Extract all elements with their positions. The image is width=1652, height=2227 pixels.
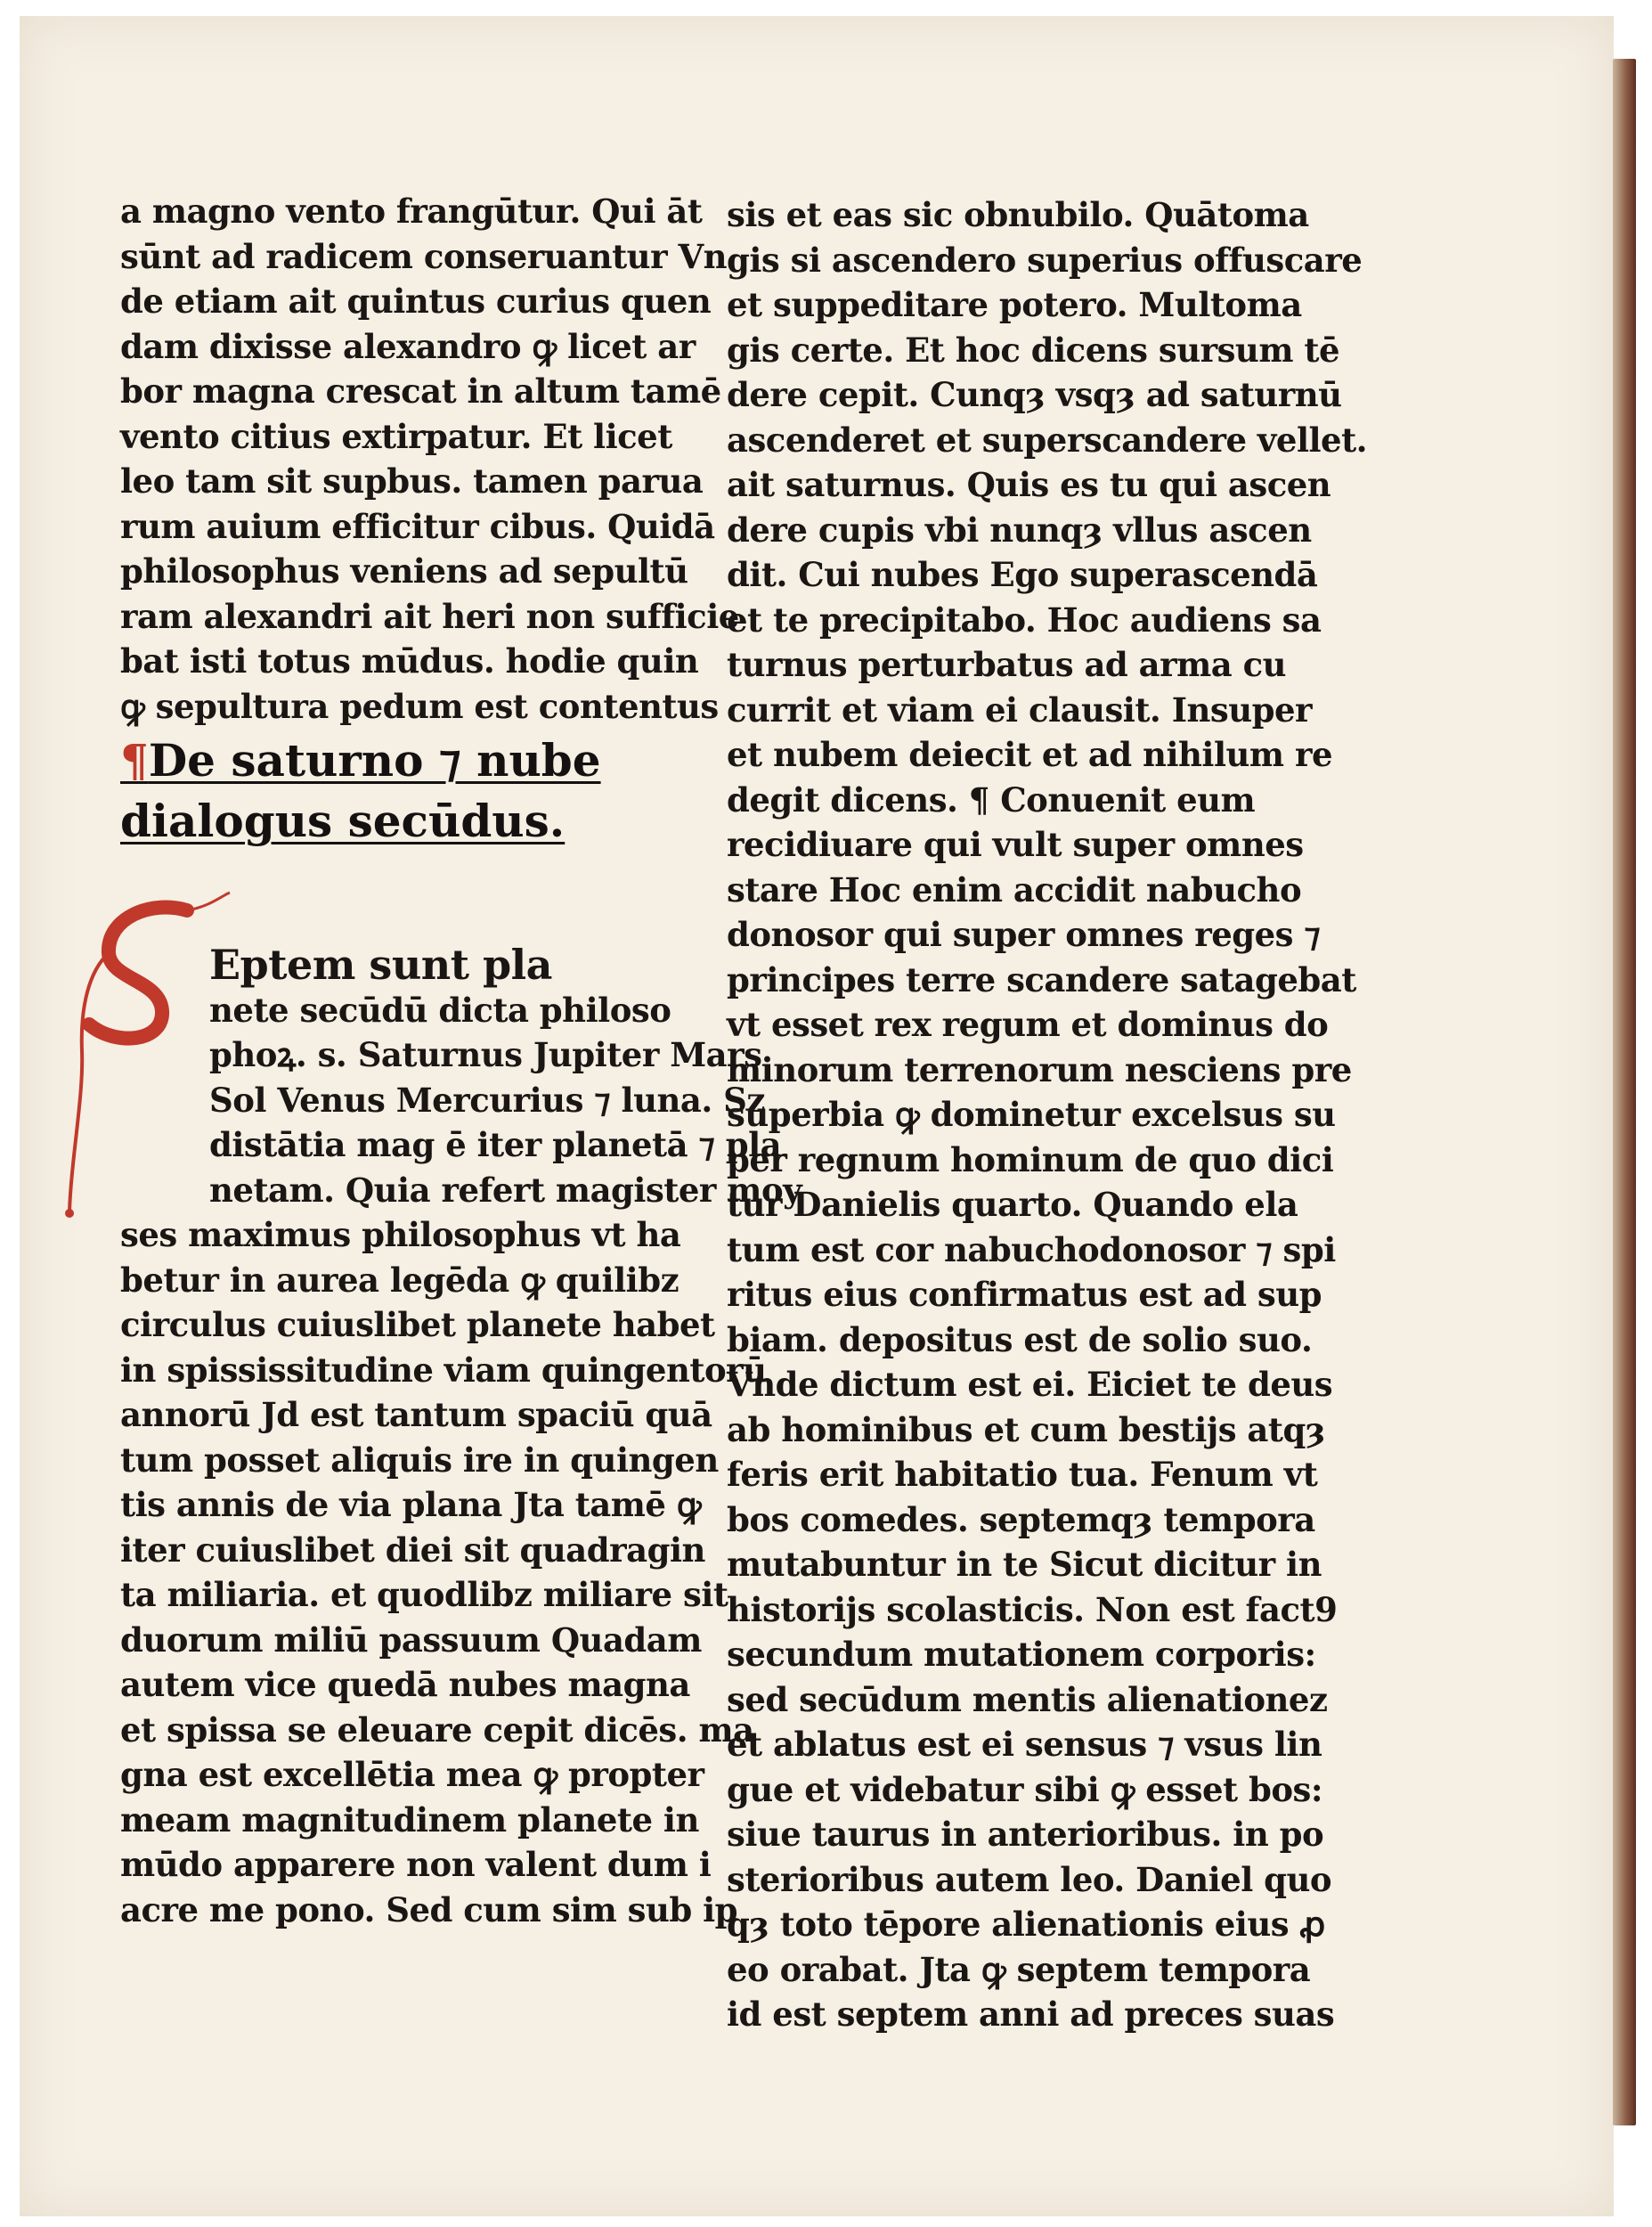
text-line: gue et videbatur sibi ꝙ esset bos: (727, 1769, 1323, 1809)
text-line: ab hominibus et cum bestijs atqȝ (727, 1409, 1325, 1449)
text-line: ta miliaria. et quodlibz miliare sit (120, 1575, 728, 1614)
chapter-heading (120, 730, 601, 852)
text-line: historijs scolasticis. Non est fact9 (727, 1589, 1338, 1629)
text-line: netam. Quia refert magister moy (209, 1170, 802, 1210)
text-line: tum est cor nabuchodonosor ⁊ spi (727, 1229, 1336, 1269)
left-column-body-text (120, 942, 802, 1932)
text-line: distātia mag ē iter planetā ⁊ pla (209, 1125, 782, 1164)
text-line: et nubem deiecit et ad nihilum re (727, 735, 1332, 774)
text-line: turnus perturbatus ad arma cu (727, 645, 1287, 684)
heading-line-1: ¶De saturno ⁊ nube (120, 734, 601, 787)
text-line: sed secūdum mentis alienationez (727, 1679, 1328, 1719)
text-line: stare Hoc enim accidit nabucho (727, 869, 1302, 910)
text-line: dere cupis vbi nunqȝ vllus ascen (727, 510, 1312, 550)
text-line: nete secūdū dicta philoso (209, 990, 671, 1030)
text-line: bor magna crescat in altum tamē (120, 371, 721, 411)
text-line: dere cepit. Cunqȝ vsqȝ ad saturnū (727, 375, 1342, 414)
text-line: circulus cuiuslibet planete habet (120, 1305, 715, 1344)
pilcrow-icon: ¶ (120, 734, 149, 787)
text-line: sūnt ad radicem conseruantur Vn (120, 236, 728, 276)
text-line: rum auium efficitur cibus. Quidā (120, 506, 715, 546)
text-line: leo tam sit supbus. tamen parua (120, 461, 704, 501)
text-line: recidiuare qui vult super omnes (727, 825, 1304, 864)
text-line: philosophus veniens ad sepultū (120, 551, 688, 591)
text-line: id est septem anni ad preces suas (727, 1995, 1335, 2034)
text-line: phoꝝ. s. Saturnus Jupiter Mars (209, 1035, 762, 1074)
text-line: feris erit habitatio tua. Fenum vt (727, 1455, 1318, 1494)
text-line: et spissa se eleuare cepit dicēs. ma (120, 1709, 754, 1750)
text-line: ait saturnus. Quis es tu qui ascen (727, 465, 1331, 504)
left-column-top-text (120, 189, 739, 729)
text-line: qȝ toto tēpore alienationis eius ꝓ (727, 1905, 1325, 1944)
text-line: autem vice quedā nubes magna (120, 1665, 690, 1704)
text-line: Vnde dictum est ei. Eiciet te deus (727, 1365, 1333, 1404)
text-line: gis certe. Et hoc dicens sursum tē (727, 330, 1339, 370)
text-line: vento citius extirpatur. Et licet (120, 416, 672, 456)
text-line: tum posset aliquis ire in quingen (120, 1440, 719, 1480)
text-line: betur in aurea legēda ꝙ quilibz (120, 1260, 680, 1300)
binding-edge (1613, 59, 1636, 2125)
text-line: donosor qui super omnes reges ⁊ (727, 915, 1321, 954)
text-line: in spississitudine viam quingentorū (120, 1350, 767, 1390)
text-line: principes terre scandere satagebat (727, 959, 1356, 999)
text-line-initial: Eptem sunt pla (209, 941, 552, 989)
text-line: ses maximus philosophus vt ha (120, 1215, 681, 1254)
right-column-text (727, 192, 1368, 2037)
text-line: superbia ꝙ dominetur excelsus su (727, 1095, 1336, 1134)
text-line: acre me pono. Sed cum sim sub ip (120, 1889, 738, 1929)
text-line: tur Danielis quarto. Quando ela (727, 1185, 1298, 1224)
text-line: degit dicens. ¶ Conuenit eum (727, 779, 1256, 820)
text-line: secundum mutationem corporis: (727, 1635, 1316, 1674)
text-line: a magno vento frangūtur. Qui āt (120, 192, 703, 231)
text-line: gna est excellētia mea ꝙ propter (120, 1755, 704, 1794)
text-line: ram alexandri ait heri non sufficie (120, 596, 739, 636)
text-line: mūdo apparere non valent dum i (120, 1845, 712, 1884)
text-line: duorum miliū passuum Quadam (120, 1619, 702, 1660)
text-line: meam magnitudinem planete in (120, 1799, 699, 1840)
text-line: bos comedes. septemqȝ tempora (727, 1499, 1315, 1539)
text-line: eo orabat. Jta ꝙ septem tempora (727, 1949, 1311, 1989)
text-line: bat isti totus mūdus. hodie quin (120, 641, 699, 681)
text-line: minorum terrenorum nesciens pre (727, 1049, 1352, 1089)
text-line: siue taurus in anterioribus. in po (727, 1815, 1324, 1854)
text-line: sterioribus autem leo. Daniel quo (727, 1859, 1332, 1899)
text-line: et te precipitabo. Hoc audiens sa (727, 600, 1322, 640)
text-line: sis et eas sic obnubilo. Quātoma (727, 195, 1309, 234)
text-line: et ablatus est ei sensus ⁊ vsus lin (727, 1725, 1322, 1764)
text-line: mutabuntur in te Sicut dicitur in (727, 1545, 1322, 1584)
text-line: ꝙ sepultura pedum est contentus (120, 686, 719, 726)
text-line: de etiam ait quintus curius quen (120, 281, 712, 321)
heading-line-2: dialogus secūdus. (120, 795, 566, 847)
text-line: biam. depositus est de solio suo. (727, 1319, 1313, 1359)
text-line: currit et viam ei clausit. Insuper (727, 689, 1313, 730)
text-line: gis si ascendero superius offuscare (727, 240, 1363, 280)
text-line: per regnum hominum de quo dici (727, 1139, 1334, 1179)
text-line: tis annis de via plana Jta tamē ꝙ (120, 1485, 702, 1524)
text-line: vt esset rex regum et dominus do (727, 1005, 1329, 1044)
text-line: et suppeditare potero. Multoma (727, 285, 1302, 324)
text-line: iter cuiuslibet diei sit quadragin (120, 1530, 705, 1570)
text-line: ascenderet et superscandere vellet. (727, 420, 1368, 460)
text-line: dam dixisse alexandro ꝙ licet ar (120, 326, 696, 366)
text-line: Sol Venus Mercurius ⁊ luna. Sz (209, 1080, 765, 1120)
text-line: ritus eius confirmatus est ad sup (727, 1275, 1322, 1314)
text-line: dit. Cui nubes Ego superascendā (727, 555, 1318, 594)
text-line: annorū Jd est tantum spaciū quā (120, 1395, 712, 1434)
